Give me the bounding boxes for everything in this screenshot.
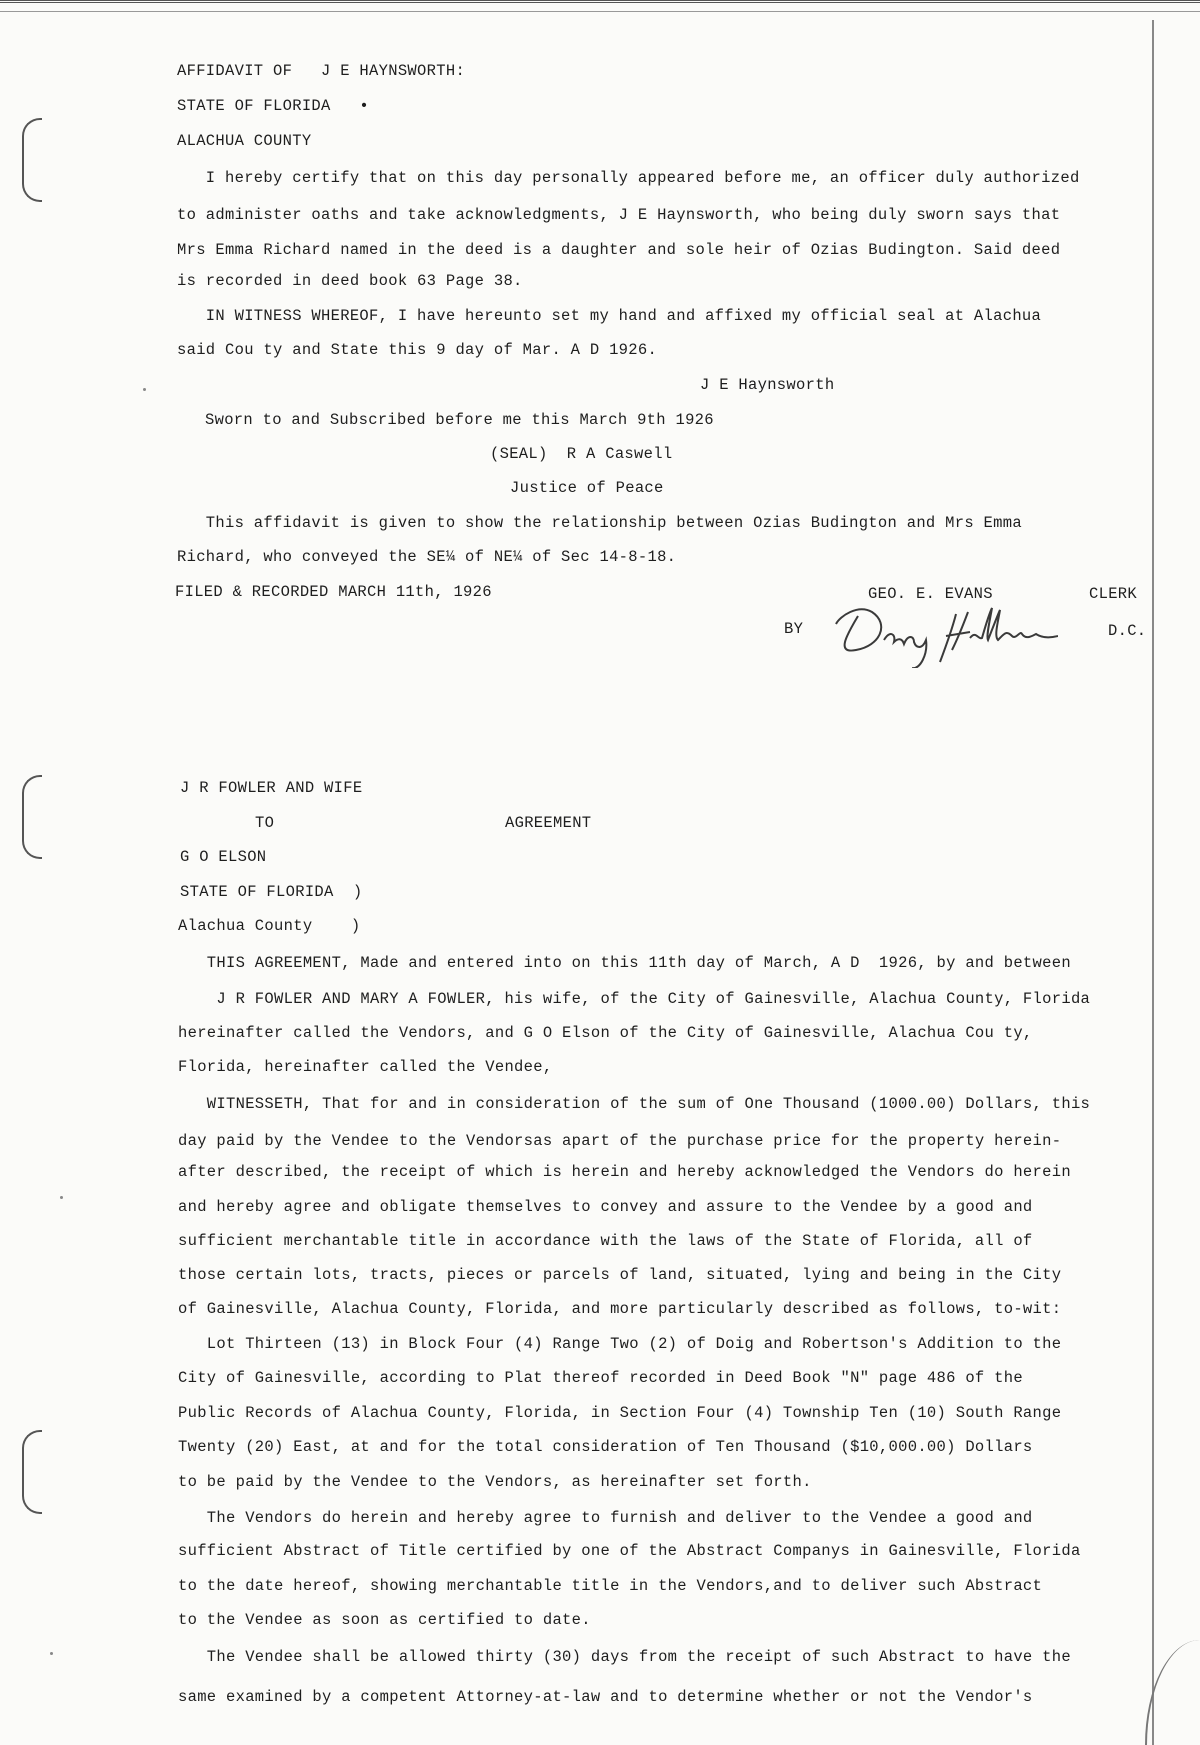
agreement-body-line: sufficient Abstract of Title certified by one of the Abstract Companys in Gainesville, Florida	[178, 1542, 1081, 1560]
affidavit-title: AFFIDAVIT OF J E HAYNSWORTH:	[177, 62, 466, 80]
binder-hole	[22, 1430, 42, 1514]
agreement-body-line: those certain lots, tracts, pieces or parcels of land, situated, lying and being in the City	[178, 1266, 1062, 1284]
affiant-signature-name: J E Haynsworth	[700, 376, 835, 394]
sworn-statement: Sworn to and Subscribed before me this March 9th 1926	[205, 411, 714, 429]
agreement-body-line: WITNESSETH, That for and in consideration of the sum of One Thousand (1000.00) Dollars, this	[178, 1095, 1091, 1113]
agreement-body-line: THIS AGREEMENT, Made and entered into on this 11th day of March, A D 1926, by and between	[178, 954, 1071, 972]
agreement-body-line: to the date hereof, showing merchantable title in the Vendors,and to deliver such Abstract	[178, 1577, 1043, 1595]
binder-hole	[22, 775, 42, 859]
deputy-signature	[828, 602, 1058, 668]
agreement-body-line: Public Records of Alachua County, Florida, in Section Four (4) Township Ten (10) South Range	[178, 1404, 1062, 1422]
agreement-body-line: same examined by a competent Attorney-at-law and to determine whether or not the Vendor's	[178, 1688, 1033, 1706]
affidavit-body-line: IN WITNESS WHEREOF, I have hereunto set my hand and affixed my official seal at Alachua	[177, 307, 1042, 325]
agreement-body-line: Lot Thirteen (13) in Block Four (4) Range Two (2) of Doig and Robertson's Addition to the	[178, 1335, 1062, 1353]
agreement-to: TO	[255, 814, 275, 832]
agreement-body-line: J R FOWLER AND MARY A FOWLER, his wife, of the City of Gainesville, Alachua County, Florida	[178, 990, 1091, 1008]
agreement-party-from: J R FOWLER AND WIFE	[180, 779, 363, 797]
agreement-body-line: to be paid by the Vendee to the Vendors, as hereinafter set forth.	[178, 1473, 812, 1491]
affidavit-body-line: I hereby certify that on this day personally appeared before me, an officer duly authorized	[177, 169, 1080, 187]
agreement-body-line: to the Vendee as soon as certified to date.	[178, 1611, 591, 1629]
agreement-body-line: The Vendee shall be allowed thirty (30) days from the receipt of such Abstract to have the	[178, 1648, 1071, 1666]
affidavit-body-line: said Cou ty and State this 9 day of Mar. A D 1926.	[177, 341, 658, 359]
agreement-body-line: City of Gainesville, according to Plat thereof recorded in Deed Book "N" page 486 of the	[178, 1369, 1023, 1387]
agreement-body-line: The Vendors do herein and hereby agree to furnish and deliver to the Vendee a good and	[178, 1509, 1033, 1527]
scan-speck	[50, 1652, 53, 1655]
agreement-body-line: after described, the receipt of which is herein and hereby acknowledged the Vendors do herein	[178, 1163, 1071, 1181]
seal-line: (SEAL) R A Caswell	[490, 445, 673, 463]
agreement-state: STATE OF FLORIDA )	[180, 883, 363, 901]
affidavit-body-line: Mrs Emma Richard named in the deed is a daughter and sole heir of Ozias Budington. Said deed	[177, 241, 1061, 259]
deputy-clerk-label: D.C.	[1108, 622, 1147, 640]
filed-recorded: FILED & RECORDED MARCH 11th, 1926	[175, 583, 492, 601]
agreement-body-line: Twenty (20) East, at and for the total consideration of Ten Thousand ($10,000.00) Dollars	[178, 1438, 1033, 1456]
scan-speck	[60, 1196, 63, 1199]
affidavit-state: STATE OF FLORIDA •	[177, 97, 370, 115]
agreement-body-line: of Gainesville, Alachua County, Florida, and more particularly described as follows, to-wit:	[178, 1300, 1062, 1318]
scan-speck	[143, 388, 146, 391]
agreement-body-line: day paid by the Vendee to the Vendorsas apart of the purchase price for the property herein-	[178, 1132, 1062, 1150]
affidavit-county: ALACHUA COUNTY	[177, 132, 312, 150]
agreement-body-line: hereinafter called the Vendors, and G O Elson of the City of Gainesville, Alachua Cou ty,	[178, 1024, 1033, 1042]
agreement-body-line: sufficient merchantable title in accordance with the laws of the State of Florida, all of	[178, 1232, 1033, 1250]
agreement-party-to: G O ELSON	[180, 848, 267, 866]
clerk-name: GEO. E. EVANS	[868, 585, 993, 603]
affidavit-body-line: is recorded in deed book 63 Page 38.	[177, 272, 523, 290]
agreement-body-line: and hereby agree and obligate themselves to convey and assure to the Vendee by a good and	[178, 1198, 1033, 1216]
agreement-body-line: Florida, hereinafter called the Vendee,	[178, 1058, 553, 1076]
agreement-county: Alachua County )	[178, 917, 361, 935]
top-border	[0, 0, 1200, 12]
binder-hole	[22, 118, 42, 202]
agreement-heading: AGREEMENT	[505, 814, 592, 832]
right-margin-line	[1152, 20, 1154, 1745]
affidavit-body-line: to administer oaths and take acknowledgments, J E Haynsworth, who being duly sworn says that	[177, 206, 1061, 224]
affidavit-note-line: Richard, who conveyed the SE¼ of NE¼ of Sec 14-8-18.	[177, 548, 677, 566]
affidavit-note-line: This affidavit is given to show the relationship between Ozias Budington and Mrs Emma	[177, 514, 1022, 532]
clerk-title: CLERK	[1089, 585, 1138, 603]
justice-title: Justice of Peace	[510, 479, 664, 497]
by-label: BY	[784, 620, 804, 638]
